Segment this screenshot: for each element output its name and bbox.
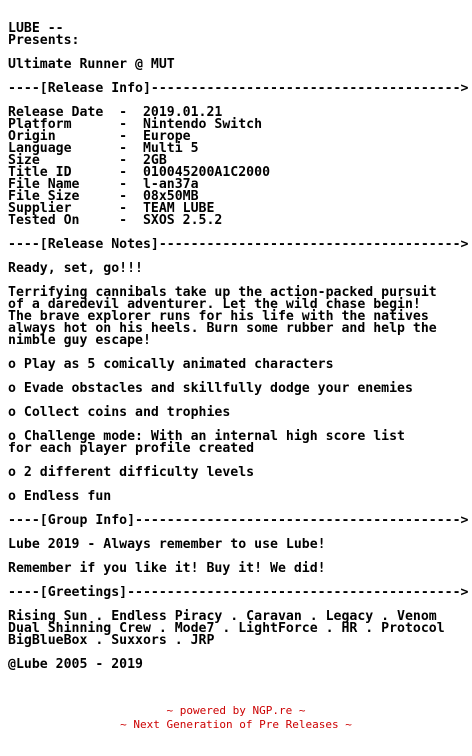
nfo-line: o 2 different difficulty levels <box>8 465 255 480</box>
nfo-line: Remember if you like it! Buy it! We did! <box>8 561 326 576</box>
nfo-line: Release Date - 2019.01.21 <box>8 105 223 120</box>
nfo-line: Platform - Nintendo Switch <box>8 117 263 132</box>
nfo-line: Title ID - 010045200A1C2000 <box>8 165 271 180</box>
nfo-line: LUBE -- <box>8 21 64 36</box>
nfo-line: of a daredevil adventurer. Let the wild chase begin! <box>8 297 421 312</box>
nfo-line: BigBlueBox . Suxxors . JRP <box>8 633 215 648</box>
nfo-line: File Size - 08x50MB <box>8 189 199 204</box>
nfo-line: Presents: <box>8 33 80 48</box>
nfo-line: Ultimate Runner @ MUT <box>8 57 175 72</box>
footer-powered-by-line <box>0 704 472 718</box>
nfo-line: Size - 2GB <box>8 153 167 168</box>
nfo-line: @Lube 2005 - 2019 <box>8 657 143 672</box>
nfo-line: ----[Greetings]------------------------------------------> <box>8 585 469 600</box>
footer-tagline: ~ Next Generation of Pre Releases ~ <box>120 718 352 731</box>
footer-powered-by-prefix: ~ powered by <box>166 704 253 717</box>
nfo-line: Origin - Europe <box>8 129 191 144</box>
nfo-line: Tested On - SXOS 2.5.2 <box>8 213 223 228</box>
nfo-line: The brave explorer runs for his life with the natives <box>8 309 429 324</box>
nfo-line: Lube 2019 - Always remember to use Lube! <box>8 537 326 552</box>
nfo-line: o Play as 5 comically animated characters <box>8 357 334 372</box>
footer <box>0 704 472 732</box>
ngp-link[interactable]: NGP.re <box>252 704 293 717</box>
nfo-line: Language - Multi 5 <box>8 141 199 156</box>
nfo-line: o Evade obstacles and skillfully dodge your enemies <box>8 381 413 396</box>
nfo-line: for each player profile created <box>8 441 255 456</box>
nfo-line: Dual Shinning Crew . Mode7 . LightForce . HR . Protocol <box>8 621 445 636</box>
nfo-line: o Endless fun <box>8 489 112 504</box>
nfo-line: Supplier - TEAM LUBE <box>8 201 215 216</box>
nfo-line: ----[Release Info]---------------------------------------> <box>8 81 469 96</box>
nfo-line: o Collect coins and trophies <box>8 405 231 420</box>
nfo-line: Terrifying cannibals take up the action-packed pursuit <box>8 285 437 300</box>
nfo-line: Rising Sun . Endless Piracy . Caravan . Legacy . Venom <box>8 609 437 624</box>
nfo-line: always hot on his heels. Burn some rubber and help the <box>8 321 437 336</box>
nfo-line: Ready, set, go!!! <box>8 261 143 276</box>
nfo-line: ----[Release Notes]--------------------------------------> <box>8 237 469 252</box>
nfo-text-block <box>8 23 469 671</box>
footer-powered-by-suffix: ~ <box>292 704 306 717</box>
nfo-line: nimble guy escape! <box>8 333 151 348</box>
nfo-line: ----[Group Info]-----------------------------------------> <box>8 513 469 528</box>
nfo-line: File Name - l-an37a <box>8 177 199 192</box>
nfo-line: o Challenge mode: With an internal high score list <box>8 429 405 444</box>
